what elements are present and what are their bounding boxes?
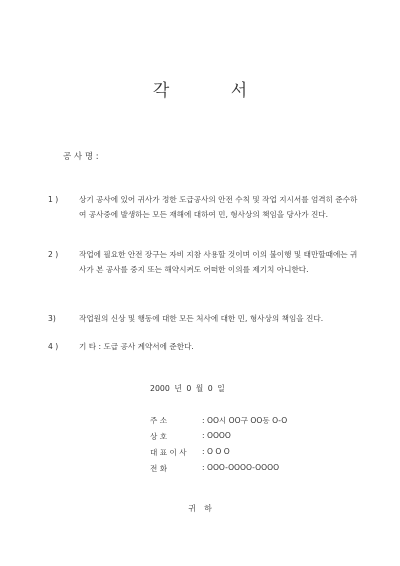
company-value: : OOOO xyxy=(202,431,231,440)
ceo-value: : O O O xyxy=(202,447,230,456)
clause-number: 3) xyxy=(48,314,56,323)
clause-number: 4 ) xyxy=(48,342,59,351)
clause-4 xyxy=(48,339,360,354)
phone-value: : OOO-OOOO-OOOO xyxy=(202,463,280,472)
address-label: 주 소 xyxy=(150,416,168,425)
closing-addressee: 귀 하 xyxy=(188,504,212,513)
clause-text: 작업에 필요한 안전 장구는 자비 지참 사용할 것이며 이의 불이행 및 태만할때에는 귀사가 본 공사를 중지 또는 해약시켜도 어떠한 이의를 제기치 아니한다. xyxy=(79,250,358,274)
clause-3 xyxy=(48,311,360,326)
clause-number: 2 ) xyxy=(48,250,59,259)
clause-1 xyxy=(48,192,360,222)
clause-text: 작업원의 신상 및 행동에 대한 모든 처사에 대한 민, 형사상의 책임을 진다. xyxy=(79,314,324,323)
document-title: 각 서 xyxy=(152,81,276,101)
document-date: 2000 년 0 월 0 일 xyxy=(150,384,225,393)
address-value: : OO시 OO구 OO동 O-O xyxy=(202,416,288,425)
phone-label: 전 화 xyxy=(150,464,168,473)
clause-text: 기 타 : 도급 공사 계약서에 준한다. xyxy=(79,342,194,351)
project-name-label: 공 사 명 : xyxy=(63,152,99,162)
company-label: 상 호 xyxy=(150,432,168,441)
clause-2 xyxy=(48,247,360,277)
clause-number: 1 ) xyxy=(48,195,59,204)
clause-text: 상기 공사에 있어 귀사가 정한 도급공사의 안전 수칙 및 작업 지시서를 엄격히 준수하여 공사중에 발생하는 모든 재해에 대하여 민, 형사상의 책임을 당사가 진다. xyxy=(79,195,358,219)
ceo-label: 대 표 이 사 xyxy=(150,448,187,457)
